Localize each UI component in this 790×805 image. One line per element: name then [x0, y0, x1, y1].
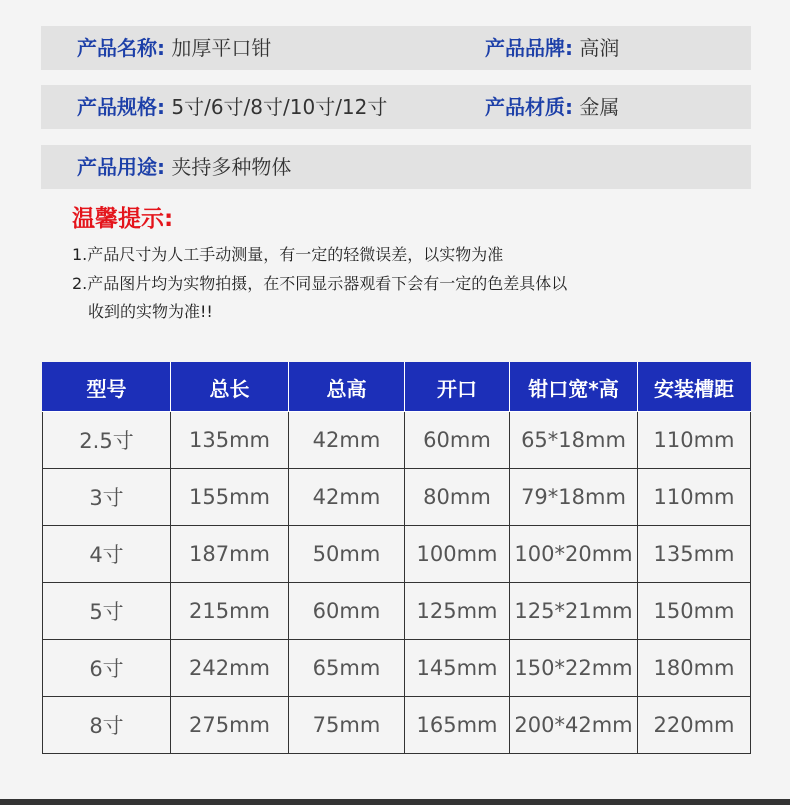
info-bar-name-brand [41, 26, 751, 70]
cell-opening: 80mm [405, 469, 510, 526]
cell-opening: 125mm [405, 583, 510, 640]
table-row [43, 526, 751, 583]
product-spec-label: 产品规格: [77, 95, 165, 119]
cell-model: 2.5寸 [43, 412, 171, 469]
cell-total-length: 187mm [171, 526, 289, 583]
cell-jaw-size: 150*22mm [510, 640, 638, 697]
table-row [43, 697, 751, 754]
cell-jaw-size: 125*21mm [510, 583, 638, 640]
cell-mount-spacing: 110mm [638, 412, 751, 469]
product-spec [77, 87, 387, 127]
cell-mount-spacing: 110mm [638, 469, 751, 526]
cell-mount-spacing: 150mm [638, 583, 751, 640]
cell-opening: 100mm [405, 526, 510, 583]
cell-jaw-size: 200*42mm [510, 697, 638, 754]
tip-line-3: 收到的实物为准!! [88, 302, 213, 321]
table-row [43, 640, 751, 697]
table-row [43, 412, 751, 469]
cell-total-length: 215mm [171, 583, 289, 640]
cell-jaw-size: 79*18mm [510, 469, 638, 526]
product-material [485, 87, 619, 127]
product-name-value: 加厚平口钳 [171, 36, 272, 60]
cell-total-height: 42mm [289, 469, 405, 526]
header-jaw-size: 钳口宽*高 [510, 363, 638, 412]
cell-total-height: 60mm [289, 583, 405, 640]
product-name [77, 28, 271, 68]
product-name-label: 产品名称: [77, 36, 165, 60]
product-use [77, 147, 291, 187]
cell-model: 8寸 [43, 697, 171, 754]
cell-mount-spacing: 180mm [638, 640, 751, 697]
cell-total-length: 155mm [171, 469, 289, 526]
product-brand-label: 产品品牌: [485, 36, 573, 60]
cell-total-height: 75mm [289, 697, 405, 754]
table-row [43, 469, 751, 526]
cell-total-length: 135mm [171, 412, 289, 469]
cell-total-length: 275mm [171, 697, 289, 754]
cell-opening: 165mm [405, 697, 510, 754]
cell-total-height: 42mm [289, 412, 405, 469]
product-brand-value: 高润 [579, 36, 620, 60]
cell-model: 3寸 [43, 469, 171, 526]
product-material-value: 金属 [579, 95, 620, 119]
product-spec-value: 5寸/6寸/8寸/10寸/12寸 [171, 95, 388, 119]
cell-mount-spacing: 220mm [638, 697, 751, 754]
table-row [43, 583, 751, 640]
bottom-divider [0, 799, 790, 805]
cell-model: 4寸 [43, 526, 171, 583]
product-use-value: 夹持多种物体 [171, 155, 292, 179]
info-bar-spec-material [41, 85, 751, 129]
cell-opening: 60mm [405, 412, 510, 469]
tip-line-1: 1.产品尺寸为人工手动测量，有一定的轻微误差，以实物为准 [72, 245, 504, 264]
header-model: 型号 [43, 363, 171, 412]
cell-jaw-size: 65*18mm [510, 412, 638, 469]
header-total-height: 总高 [289, 363, 405, 412]
cell-jaw-size: 100*20mm [510, 526, 638, 583]
header-mount-spacing: 安装槽距 [638, 363, 751, 412]
cell-model: 6寸 [43, 640, 171, 697]
header-opening: 开口 [405, 363, 510, 412]
table-header-row [43, 363, 751, 412]
product-use-label: 产品用途: [77, 155, 165, 179]
cell-mount-spacing: 135mm [638, 526, 751, 583]
info-bar-use [41, 145, 751, 189]
cell-total-height: 65mm [289, 640, 405, 697]
cell-model: 5寸 [43, 583, 171, 640]
product-brand [485, 28, 619, 68]
cell-total-length: 242mm [171, 640, 289, 697]
cell-total-height: 50mm [289, 526, 405, 583]
header-total-length: 总长 [171, 363, 289, 412]
tips-title: 温馨提示: [72, 206, 174, 232]
cell-opening: 145mm [405, 640, 510, 697]
product-material-label: 产品材质: [485, 95, 573, 119]
spec-table [42, 362, 751, 754]
tip-line-2: 2.产品图片均为实物拍摄，在不同显示器观看下会有一定的色差具体以 [72, 274, 568, 293]
